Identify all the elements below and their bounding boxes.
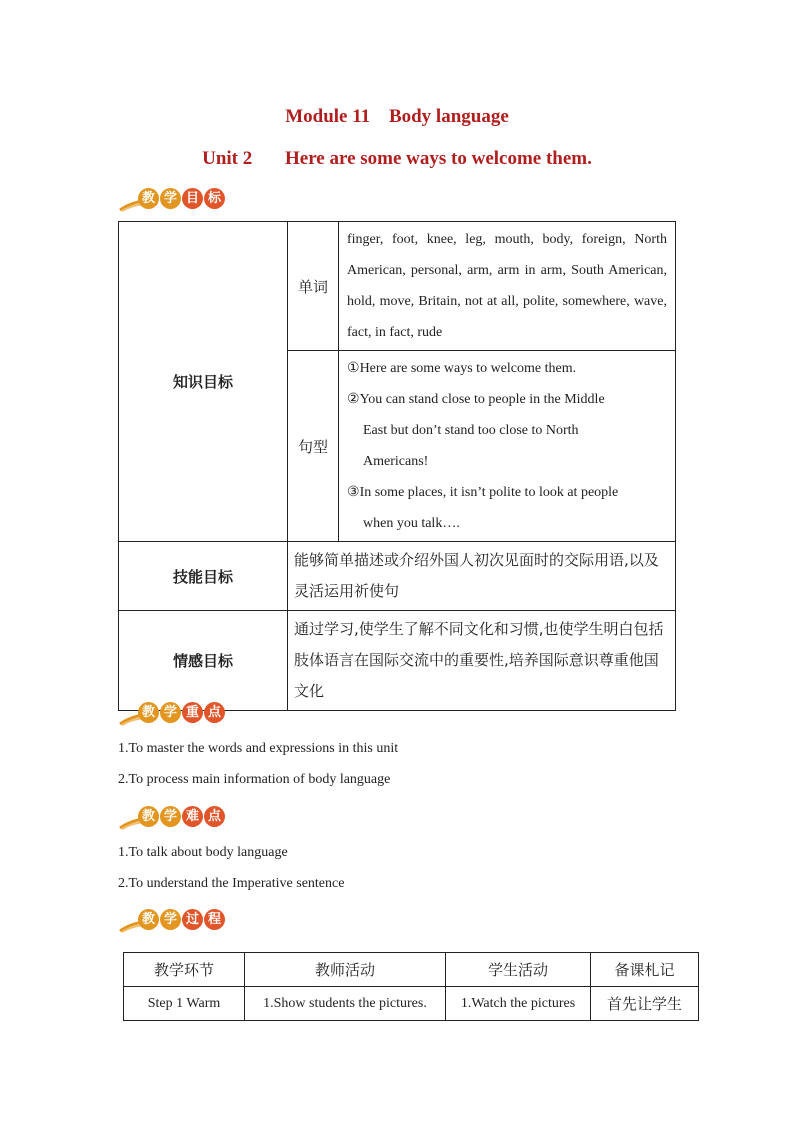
vocab-label: 单词 — [288, 222, 339, 351]
skill-text: 能够简单描述或介绍外国人初次见面时的交际用语,以及灵活运用祈使句 — [288, 542, 676, 611]
vocab-text: finger, foot, knee, leg, mouth, body, foreign, North American, personal, arm, arm in arm, South American, hold, move, Britain, not at all, polite, somewhere, wave, fact, in fact, rude — [347, 232, 667, 340]
objectives-table — [118, 221, 676, 711]
sentence-3: ③In some places, it isn’t polite to look at people — [347, 485, 619, 500]
key-points-banner: 教 学 重 点 — [118, 700, 238, 728]
table-header-row: 教学环节 教师活动 学生活动 备课札记 — [124, 953, 699, 987]
objectives-banner: 教 学 目 标 — [118, 186, 238, 214]
skill-label: 技能目标 — [119, 542, 288, 611]
sentence-cell: ①Here are some ways to welcome them. ②You can stand close to people in the Middle East but don’t stand too close to North Americans! ③In some places, it isn’t polite to look at people when you talk…. — [339, 351, 676, 542]
process-table — [123, 952, 699, 1021]
emotion-text: 通过学习,使学生了解不同文化和习惯,也使学生明白包括肢体语言在国际交流中的重要性,培养国际意识尊重他国文化 — [288, 611, 676, 711]
knowledge-label: 知识目标 — [119, 222, 288, 542]
emotion-label: 情感目标 — [119, 611, 288, 711]
module-title: Module 11 Body language — [285, 106, 509, 127]
difficulties-banner: 教 学 难 点 — [118, 804, 238, 832]
key-point-1: 1.To master the words and expressions in this unit — [118, 741, 399, 756]
vocab-cell — [339, 222, 676, 351]
unit-title: Unit 2 Here are some ways to welcome them. — [202, 148, 592, 169]
table-row: Step 1 Warm 1.Show students the pictures. 1.Watch the pictures 首先让学生 — [124, 987, 699, 1021]
sentence-2: ②You can stand close to people in the Middle — [347, 392, 605, 407]
difficulty-1: 1.To talk about body language — [118, 845, 288, 860]
sentence-1: ①Here are some ways to welcome them. — [347, 361, 577, 376]
difficulty-2: 2.To understand the Imperative sentence — [118, 876, 345, 891]
sentence-label: 句型 — [288, 351, 339, 542]
key-point-2: 2.To process main information of body language — [118, 772, 391, 787]
process-banner: 教 学 过 程 — [118, 907, 238, 935]
